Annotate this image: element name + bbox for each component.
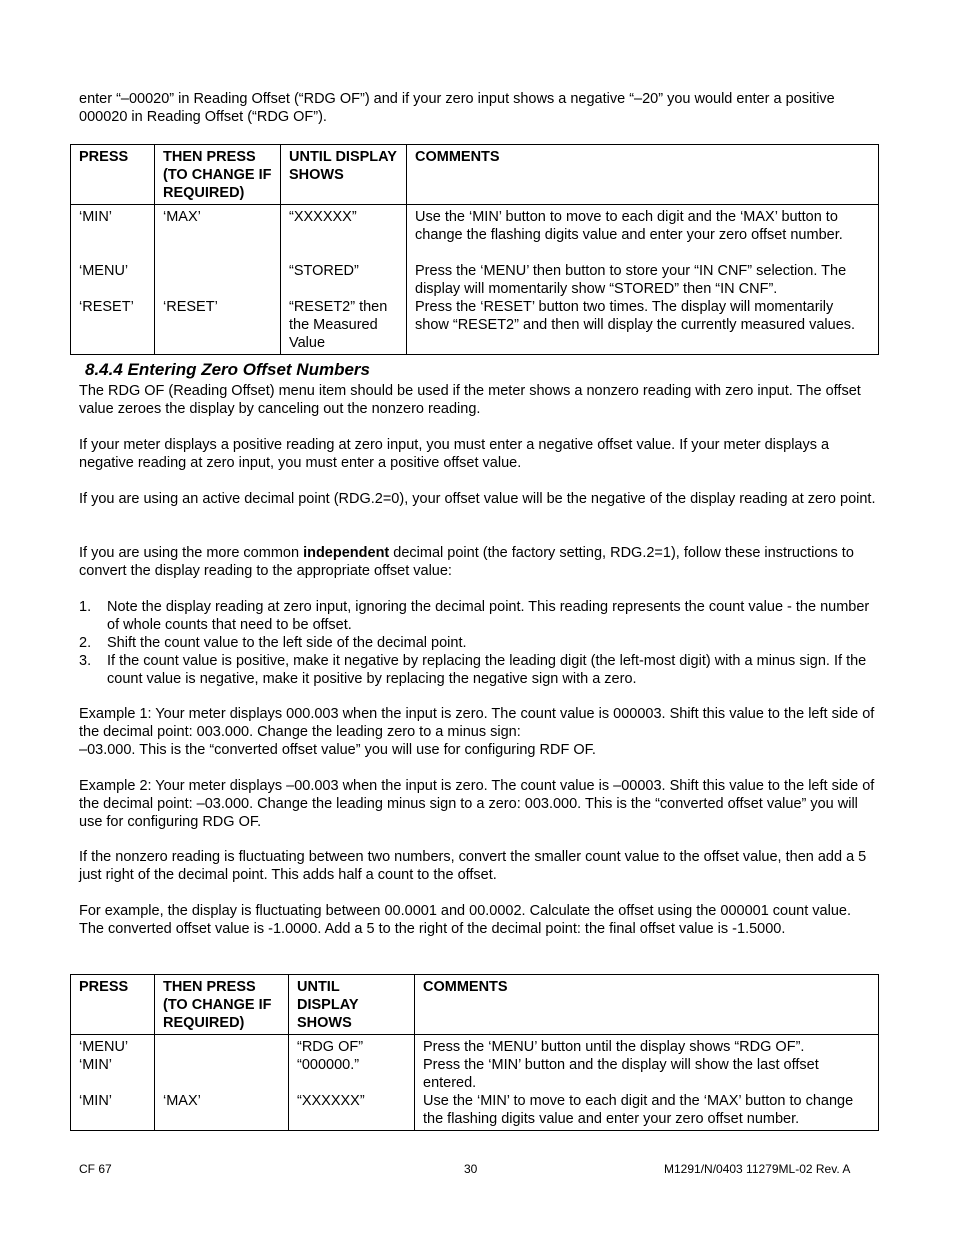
footer-revision: M1291/N/0403 11279ML-02 Rev. A xyxy=(664,1162,851,1176)
header-until-display: UNTIL DISPLAY SHOWS xyxy=(281,145,407,205)
header-then-press: THEN PRESS (TO CHANGE IF REQUIRED) xyxy=(155,145,281,205)
comments-cell: Press the ‘MENU’ button until the display shows “RDG OF”. Press the ‘MIN’ button and the display will show the last offset entered. Use the ‘MIN’ to move to each digit and the ‘MAX’ button to change the flashing digits value and enter your zero offset number. xyxy=(415,1035,879,1131)
header-then-press: THEN PRESS (TO CHANGE IF REQUIRED) xyxy=(155,975,289,1035)
procedure-table-2 xyxy=(70,974,879,1131)
list-item: 2. Shift the count value to the left side of the decimal point. xyxy=(79,635,467,651)
table-header-row xyxy=(71,145,879,205)
independent-paragraph: If you are using the more common independent decimal point (the factory setting, RDG.2=1), follow these instructions to convert the display reading to the appropriate offset value: xyxy=(79,545,854,579)
example-2: Example 2: Your meter displays –00.003 when the input is zero. The count value is –00003. Shift this value to the left side of the decimal point: –03.000. Change the leading minus sign to a zero: 003.000. This is the “converted offset value” you will use for configuring RDG OF. xyxy=(79,778,875,830)
press-cell: ‘MIN’ ‘MENU’ ‘RESET’ xyxy=(71,205,155,355)
intro-paragraph: enter “–00020” in Reading Offset (“RDG OF”) and if your zero input shows a negative “–20” you would enter a positive 000020 in Reading Offset (“RDG OF”). xyxy=(79,91,835,125)
display-cell: “XXXXXX” “STORED” “RESET2” then the Measured Value xyxy=(281,205,407,355)
comments-cell: Use the ‘MIN’ button to move to each digit and the ‘MAX’ button to change the flashing digits value and enter your zero offset number. Press the ‘MENU’ then button to store your “IN CNF” selection. The display will momentarily show “STORED” then “IN CNF”. Press the ‘RESET’ button two times. The display will momentarily show “RESET2” and then will display the currently measured values. xyxy=(407,205,879,355)
paragraph: If your meter displays a positive reading at zero input, you must enter a negative offset value. If your meter displays a negative reading at zero input, you must enter a positive offset value. xyxy=(79,437,830,471)
example-3: For example, the display is fluctuating between 00.0001 and 00.0002. Calculate the offset using the 000001 count value. The converted offset value is -1.0000. Add a 5 to the right of the decimal point: the final offset value is -1.5000. xyxy=(79,903,851,937)
header-until-display: UNTIL DISPLAY SHOWS xyxy=(289,975,415,1035)
fluctuation-paragraph: If the nonzero reading is fluctuating between two numbers, convert the smaller count value to the offset value, then add a 5 just right of the decimal point. This adds half a count to the offset. xyxy=(79,849,867,883)
example-1: Example 1: Your meter displays 000.003 when the input is zero. The count value is 000003. Shift this value to the left side of the decimal point: 003.000. Change the leading zero to a minus sign: –03.000. This is the “converted offset value” you will use for configuring RDF OF. xyxy=(79,706,875,758)
press-cell: ‘MENU’ ‘MIN’ ‘MIN’ xyxy=(71,1035,155,1131)
paragraph: If you are using an active decimal point (RDG.2=0), your offset value will be the negative of the display reading at zero point. xyxy=(79,491,876,507)
header-press: PRESS xyxy=(71,145,155,205)
header-comments: COMMENTS xyxy=(415,975,879,1035)
footer-doc-code: CF 67 xyxy=(79,1162,112,1176)
header-comments: COMMENTS xyxy=(407,145,879,205)
display-cell: “RDG OF” “000000.” “XXXXXX” xyxy=(289,1035,415,1131)
then-press-cell: ‘MAX’ ‘RESET’ xyxy=(155,205,281,355)
then-press-cell: ‘MAX’ xyxy=(155,1035,289,1131)
page-number: 30 xyxy=(464,1162,478,1176)
table-header-row xyxy=(71,975,879,1035)
table-row xyxy=(71,205,879,355)
header-press: PRESS xyxy=(71,975,155,1035)
paragraph: The RDG OF (Reading Offset) menu item should be used if the meter shows a nonzero reading with zero input. The offset value zeroes the display by canceling out the nonzero reading. xyxy=(79,383,861,417)
list-item: 3. If the count value is positive, make it negative by replacing the leading digit (the left-most digit) with a minus sign. If the count value is negative, make it positive by replacing the negative sign with a zero. xyxy=(79,653,867,687)
table-row xyxy=(71,1035,879,1131)
steps-list xyxy=(79,598,879,688)
procedure-table-1 xyxy=(70,144,879,355)
list-item: 1. Note the display reading at zero input, ignoring the decimal point. This reading represents the count value - the number of whole counts that need to be offset. xyxy=(79,599,870,633)
section-title: 8.4.4 Entering Zero Offset Numbers xyxy=(85,360,370,379)
